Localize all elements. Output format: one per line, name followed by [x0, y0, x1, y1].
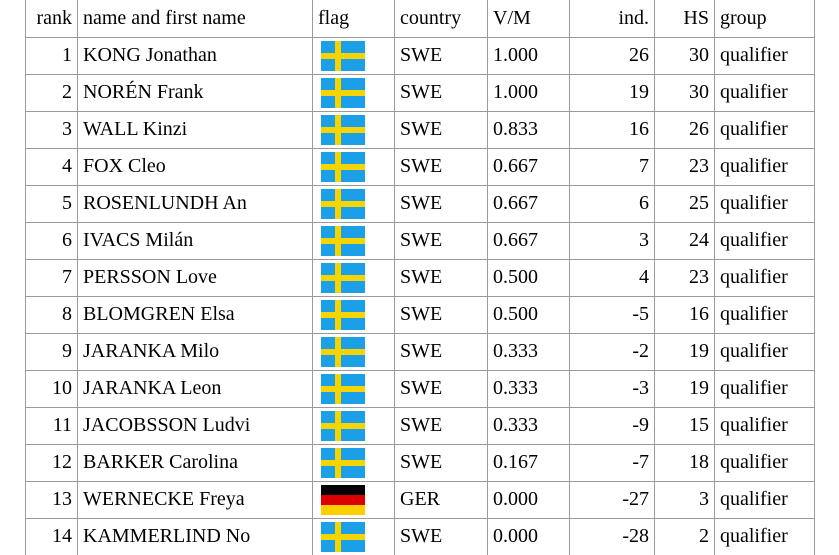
sweden-flag-icon: [321, 300, 365, 330]
flag-cell: [313, 37, 395, 74]
rank-cell: 3: [26, 111, 78, 148]
ind-cell: 7: [570, 148, 655, 185]
ind-cell: 6: [570, 185, 655, 222]
header-rank: rank: [26, 0, 78, 37]
hs-cell: 24: [655, 222, 715, 259]
name-cell: BARKER Carolina: [78, 444, 313, 481]
name-cell: ROSENLUNDH An: [78, 185, 313, 222]
ind-cell: -3: [570, 370, 655, 407]
rank-cell: 6: [26, 222, 78, 259]
name-cell: IVACS Milán: [78, 222, 313, 259]
header-group: group: [715, 0, 815, 37]
name-cell: WERNECKE Freya: [78, 481, 313, 518]
flag-cell: [313, 74, 395, 111]
vm-cell: 0.333: [488, 407, 570, 444]
country-cell: SWE: [395, 333, 488, 370]
vm-cell: 1.000: [488, 74, 570, 111]
ind-cell: 26: [570, 37, 655, 74]
flag-cell: [313, 296, 395, 333]
country-cell: SWE: [395, 370, 488, 407]
table-body: [26, 37, 815, 555]
group-cell: qualifier: [715, 74, 815, 111]
rank-cell: 8: [26, 296, 78, 333]
country-cell: SWE: [395, 185, 488, 222]
country-cell: SWE: [395, 222, 488, 259]
hs-cell: 30: [655, 74, 715, 111]
flag-cell: [313, 259, 395, 296]
header-row: [26, 0, 815, 37]
name-cell: PERSSON Love: [78, 259, 313, 296]
group-cell: qualifier: [715, 481, 815, 518]
vm-cell: 0.167: [488, 444, 570, 481]
country-cell: SWE: [395, 148, 488, 185]
country-cell: SWE: [395, 296, 488, 333]
country-cell: SWE: [395, 407, 488, 444]
table-row: [26, 407, 815, 444]
rank-cell: 10: [26, 370, 78, 407]
ind-cell: 19: [570, 74, 655, 111]
vm-cell: 0.667: [488, 222, 570, 259]
country-cell: GER: [395, 481, 488, 518]
group-cell: qualifier: [715, 370, 815, 407]
sweden-flag-icon: [321, 78, 365, 108]
name-cell: FOX Cleo: [78, 148, 313, 185]
rank-cell: 14: [26, 518, 78, 555]
table-row: [26, 370, 815, 407]
flag-cell: [313, 333, 395, 370]
hs-cell: 30: [655, 37, 715, 74]
table-row: [26, 444, 815, 481]
group-cell: qualifier: [715, 148, 815, 185]
group-cell: qualifier: [715, 407, 815, 444]
rank-cell: 2: [26, 74, 78, 111]
group-cell: qualifier: [715, 222, 815, 259]
name-cell: NORÉN Frank: [78, 74, 313, 111]
country-cell: SWE: [395, 74, 488, 111]
ind-cell: -9: [570, 407, 655, 444]
country-cell: SWE: [395, 518, 488, 555]
ind-cell: -28: [570, 518, 655, 555]
rank-cell: 11: [26, 407, 78, 444]
hs-cell: 19: [655, 370, 715, 407]
table-row: [26, 222, 815, 259]
germany-flag-icon: [321, 485, 365, 515]
rank-cell: 4: [26, 148, 78, 185]
rank-cell: 7: [26, 259, 78, 296]
header-vm: V/M: [488, 0, 570, 37]
hs-cell: 15: [655, 407, 715, 444]
rank-cell: 5: [26, 185, 78, 222]
hs-cell: 19: [655, 333, 715, 370]
sweden-flag-icon: [321, 226, 365, 256]
flag-cell: [313, 481, 395, 518]
vm-cell: 0.667: [488, 185, 570, 222]
sweden-flag-icon: [321, 263, 365, 293]
table-row: [26, 111, 815, 148]
hs-cell: 25: [655, 185, 715, 222]
ind-cell: -27: [570, 481, 655, 518]
ind-cell: -5: [570, 296, 655, 333]
flag-cell: [313, 148, 395, 185]
sweden-flag-icon: [321, 448, 365, 478]
table-row: [26, 518, 815, 555]
country-cell: SWE: [395, 111, 488, 148]
header-name: name and first name: [78, 0, 313, 37]
flag-cell: [313, 111, 395, 148]
flag-cell: [313, 222, 395, 259]
name-cell: JARANKA Leon: [78, 370, 313, 407]
ind-cell: 4: [570, 259, 655, 296]
flag-cell: [313, 185, 395, 222]
flag-cell: [313, 518, 395, 555]
hs-cell: 3: [655, 481, 715, 518]
country-cell: SWE: [395, 259, 488, 296]
ind-cell: -2: [570, 333, 655, 370]
hs-cell: 16: [655, 296, 715, 333]
group-cell: qualifier: [715, 111, 815, 148]
hs-cell: 2: [655, 518, 715, 555]
table-row: [26, 148, 815, 185]
name-cell: KAMMERLIND No: [78, 518, 313, 555]
rank-cell: 12: [26, 444, 78, 481]
sweden-flag-icon: [321, 411, 365, 441]
flag-cell: [313, 370, 395, 407]
table-row: [26, 259, 815, 296]
ind-cell: -7: [570, 444, 655, 481]
name-cell: JARANKA Milo: [78, 333, 313, 370]
name-cell: KONG Jonathan: [78, 37, 313, 74]
results-table: [25, 0, 815, 555]
sweden-flag-icon: [321, 337, 365, 367]
table-row: [26, 296, 815, 333]
vm-cell: 0.500: [488, 259, 570, 296]
sweden-flag-icon: [321, 152, 365, 182]
flag-cell: [313, 444, 395, 481]
group-cell: qualifier: [715, 37, 815, 74]
header-hs: HS: [655, 0, 715, 37]
rank-cell: 9: [26, 333, 78, 370]
sweden-flag-icon: [321, 41, 365, 71]
group-cell: qualifier: [715, 333, 815, 370]
group-cell: qualifier: [715, 259, 815, 296]
country-cell: SWE: [395, 37, 488, 74]
sweden-flag-icon: [321, 522, 365, 552]
rank-cell: 1: [26, 37, 78, 74]
name-cell: WALL Kinzi: [78, 111, 313, 148]
header-ind: ind.: [570, 0, 655, 37]
group-cell: qualifier: [715, 296, 815, 333]
ind-cell: 16: [570, 111, 655, 148]
hs-cell: 18: [655, 444, 715, 481]
vm-cell: 0.667: [488, 148, 570, 185]
header-flag: flag: [313, 0, 395, 37]
hs-cell: 23: [655, 148, 715, 185]
table-row: [26, 481, 815, 518]
group-cell: qualifier: [715, 444, 815, 481]
vm-cell: 0.833: [488, 111, 570, 148]
country-cell: SWE: [395, 444, 488, 481]
group-cell: qualifier: [715, 518, 815, 555]
vm-cell: 0.333: [488, 333, 570, 370]
hs-cell: 26: [655, 111, 715, 148]
vm-cell: 0.000: [488, 518, 570, 555]
sweden-flag-icon: [321, 189, 365, 219]
vm-cell: 1.000: [488, 37, 570, 74]
hs-cell: 23: [655, 259, 715, 296]
table-row: [26, 185, 815, 222]
sweden-flag-icon: [321, 374, 365, 404]
flag-cell: [313, 407, 395, 444]
vm-cell: 0.333: [488, 370, 570, 407]
name-cell: JACOBSSON Ludvi: [78, 407, 313, 444]
header-country: country: [395, 0, 488, 37]
vm-cell: 0.000: [488, 481, 570, 518]
vm-cell: 0.500: [488, 296, 570, 333]
table-row: [26, 74, 815, 111]
ind-cell: 3: [570, 222, 655, 259]
name-cell: BLOMGREN Elsa: [78, 296, 313, 333]
sweden-flag-icon: [321, 115, 365, 145]
table-row: [26, 37, 815, 74]
group-cell: qualifier: [715, 185, 815, 222]
table-row: [26, 333, 815, 370]
rank-cell: 13: [26, 481, 78, 518]
